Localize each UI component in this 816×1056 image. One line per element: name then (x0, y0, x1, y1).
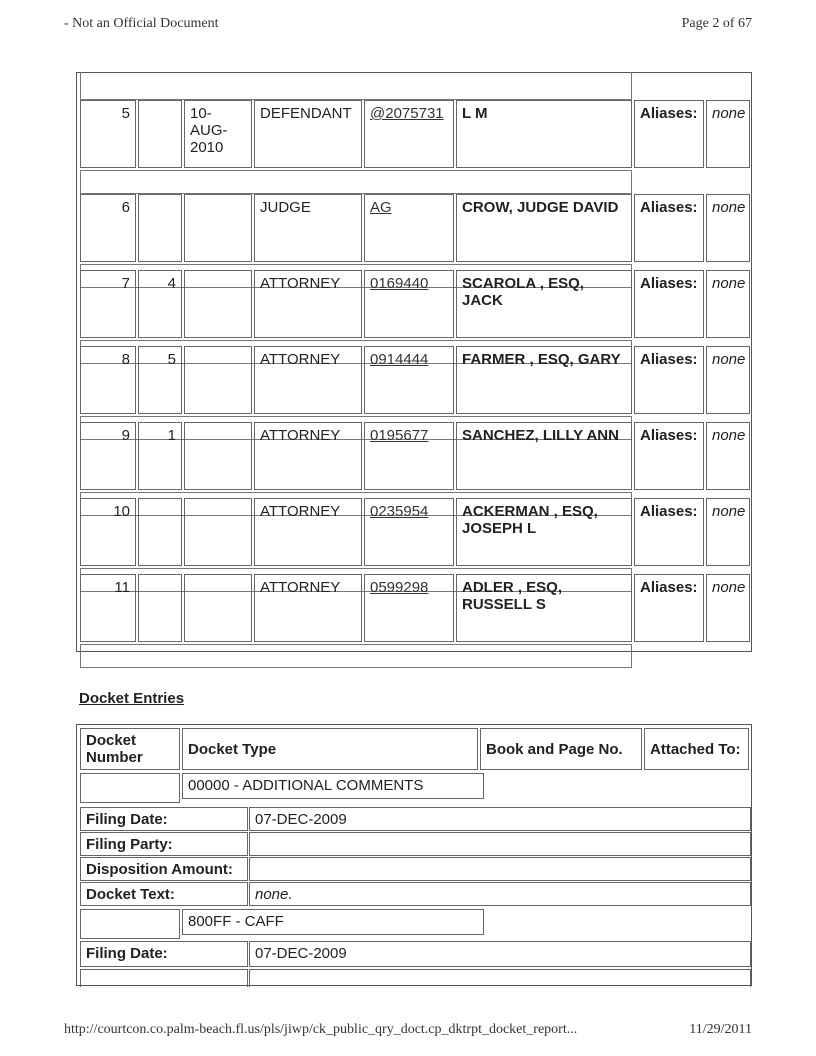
party-seq-number (138, 574, 182, 642)
aliases-value: none (706, 422, 750, 490)
header-disclaimer: - Not an Official Document (64, 16, 219, 31)
entry2-filing-date-label: Filing Date: (80, 941, 248, 967)
party-type: ATTORNEY (254, 346, 362, 414)
party-date (184, 270, 252, 338)
party-type: DEFENDANT (254, 100, 362, 168)
parties-table (76, 72, 752, 652)
attached-to-header: Attached To: (644, 728, 749, 770)
party-seq-number (138, 498, 182, 566)
party-date: 10- AUG- 2010 (184, 100, 252, 168)
aliases-label: Aliases: (634, 498, 704, 566)
party-id-link[interactable]: @2075731 (364, 100, 454, 168)
party-seq-number (138, 194, 182, 262)
footer-date: 11/29/2011 (689, 1022, 752, 1037)
aliases-label: Aliases: (634, 100, 704, 168)
party-seq-number (138, 100, 182, 168)
party-id-link[interactable]: 0914444 (364, 346, 454, 414)
entry1-filing-date: 07-DEC-2009 (249, 807, 751, 831)
entry1-docket-text-label: Docket Text: (80, 882, 248, 906)
entry1-filing-date-label: Filing Date: (80, 807, 248, 831)
party-id-link[interactable]: AG (364, 194, 454, 262)
party-row-number: 11 (80, 574, 136, 642)
aliases-label: Aliases: (634, 270, 704, 338)
party-row-number: 8 (80, 346, 136, 414)
party-name: L M (456, 100, 632, 168)
entry1-number-cell (80, 773, 180, 803)
party-row-number: 5 (80, 100, 136, 168)
party-id-link[interactable]: 0599298 (364, 574, 454, 642)
party-name: CROW, JUDGE DAVID (456, 194, 632, 262)
docket-type-header: Docket Type (182, 728, 478, 770)
entry1-disposition (249, 857, 751, 881)
party-spacer-row (80, 644, 632, 668)
party-name: SCAROLA , ESQ, JACK (456, 270, 632, 338)
party-date (184, 194, 252, 262)
aliases-label: Aliases: (634, 422, 704, 490)
party-date (184, 574, 252, 642)
page-number: Page 2 of 67 (681, 16, 752, 31)
docket-table (76, 724, 752, 986)
party-date (184, 498, 252, 566)
entry1-docket-text: none. (249, 882, 751, 906)
top-spacer-left (80, 72, 632, 100)
party-seq-number: 1 (138, 422, 182, 490)
aliases-value: none (706, 270, 750, 338)
entry2-filing-date: 07-DEC-2009 (249, 941, 751, 967)
entry2-number-cell (80, 909, 180, 939)
party-id-link[interactable]: 0235954 (364, 498, 454, 566)
aliases-label: Aliases: (634, 574, 704, 642)
party-row-number: 10 (80, 498, 136, 566)
party-type: ATTORNEY (254, 574, 362, 642)
aliases-value: none (706, 498, 750, 566)
entry2-next-right (249, 969, 751, 987)
party-type: ATTORNEY (254, 270, 362, 338)
docket-entries-title: Docket Entries (79, 690, 185, 707)
aliases-label: Aliases: (634, 194, 704, 262)
aliases-value: none (706, 346, 750, 414)
party-id-link[interactable]: 0195677 (364, 422, 454, 490)
entry2-type: 800FF - CAFF (182, 909, 484, 935)
party-seq-number: 5 (138, 346, 182, 414)
party-row-number: 6 (80, 194, 136, 262)
party-spacer-row (80, 170, 632, 194)
party-type: JUDGE (254, 194, 362, 262)
party-date (184, 346, 252, 414)
aliases-label: Aliases: (634, 346, 704, 414)
aliases-value: none (706, 574, 750, 642)
aliases-value: none (706, 194, 750, 262)
party-seq-number: 4 (138, 270, 182, 338)
party-name: FARMER , ESQ, GARY (456, 346, 632, 414)
party-name: ACKERMAN , ESQ, JOSEPH L (456, 498, 632, 566)
party-type: ATTORNEY (254, 422, 362, 490)
entry2-next-left (80, 969, 248, 987)
entry1-filing-party-label: Filing Party: (80, 832, 248, 856)
entry1-type: 00000 - ADDITIONAL COMMENTS (182, 773, 484, 799)
party-date (184, 422, 252, 490)
aliases-value: none (706, 100, 750, 168)
party-row-number: 7 (80, 270, 136, 338)
party-type: ATTORNEY (254, 498, 362, 566)
party-id-link[interactable]: 0169440 (364, 270, 454, 338)
entry1-filing-party (249, 832, 751, 856)
party-name: SANCHEZ, LILLY ANN (456, 422, 632, 490)
book-page-header: Book and Page No. (480, 728, 642, 770)
party-row-number: 9 (80, 422, 136, 490)
docket-number-header: Docket Number (80, 728, 180, 770)
party-name: ADLER , ESQ, RUSSELL S (456, 574, 632, 642)
entry1-disposition-label: Disposition Amount: (80, 857, 248, 881)
footer-url: http://courtcon.co.palm-beach.fl.us/pls/jiwp/ck_public_qry_doct.cp_dktrpt_docket_report... (64, 1022, 578, 1037)
